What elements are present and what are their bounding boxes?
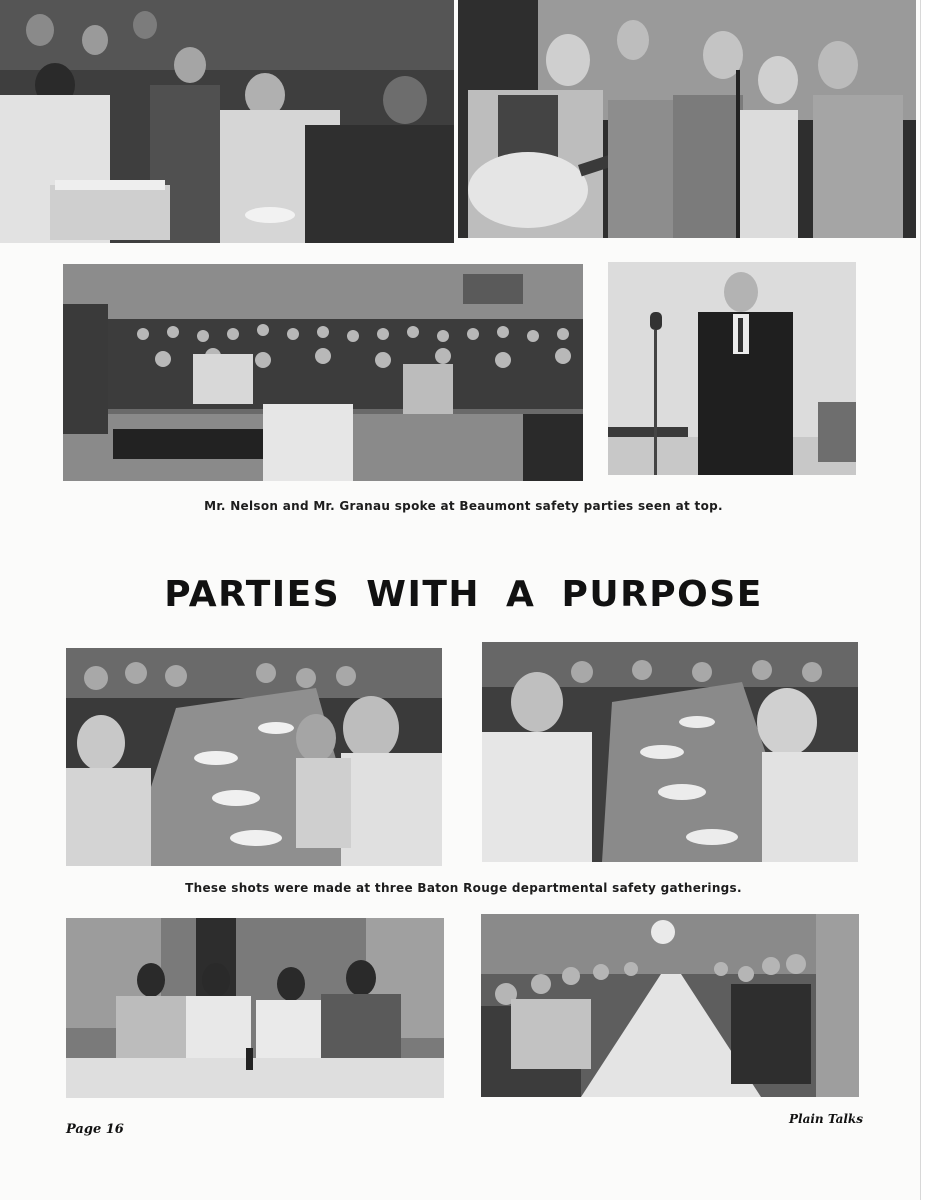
photo-dinner-table-right	[482, 642, 858, 862]
photo-audience-hall	[63, 264, 583, 481]
photo-seated-men-table	[66, 918, 444, 1098]
page-number: Page 16	[66, 1122, 124, 1137]
photo-dinner-table-left	[66, 648, 442, 866]
caption-beaumont: Mr. Nelson and Mr. Granau spoke at Beaumont safety parties seen at top.	[204, 499, 723, 513]
publication-name: Plain Talks	[789, 1112, 864, 1126]
photo-long-banquet-table	[481, 914, 859, 1097]
page-headline: PARTIES WITH A PURPOSE	[164, 574, 763, 615]
photo-speaker-at-microphone	[608, 262, 856, 475]
photo-buffet-line	[0, 0, 454, 243]
caption-baton-rouge: These shots were made at three Baton Rouge departmental safety gatherings.	[185, 881, 742, 895]
photo-guitar-singers	[458, 0, 916, 238]
